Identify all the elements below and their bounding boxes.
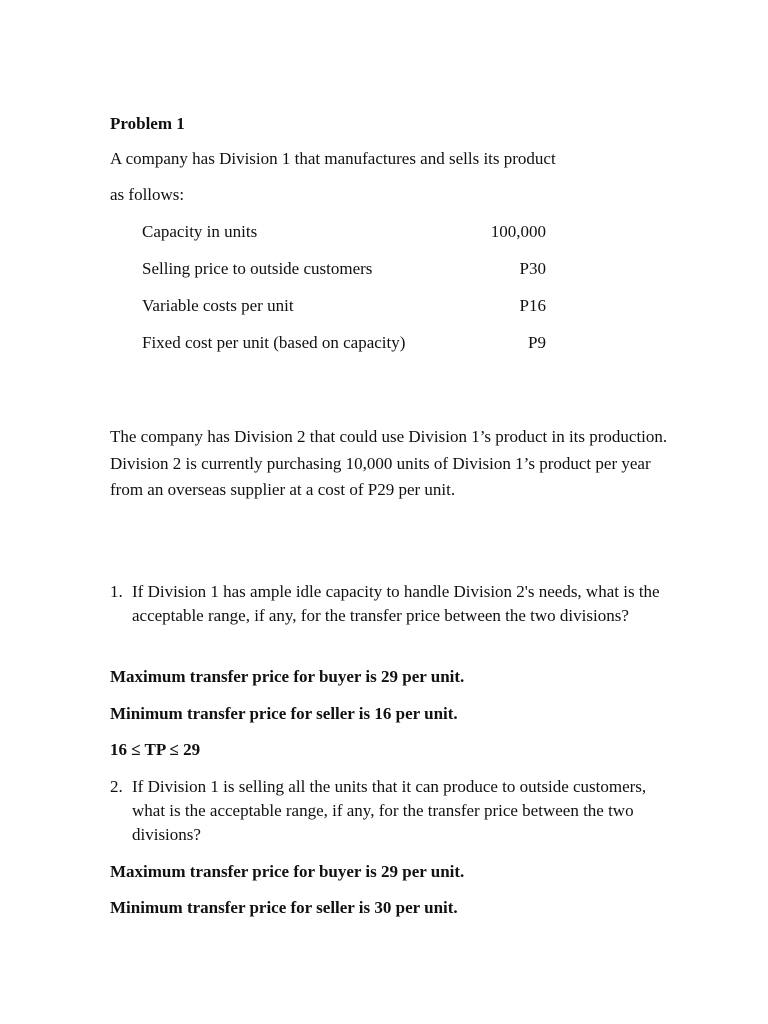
question-text: If Division 1 has ample idle capacity to handle Division 2's needs, what is the acceptable range, if any, for the transfer price between the two divisions?	[132, 582, 660, 625]
intro-line-2: as follows:	[110, 185, 185, 204]
table-row-value: 100,000	[490, 222, 546, 241]
answer-min-transfer-price: Minimum transfer price for seller is 30 per unit.	[110, 898, 458, 917]
question-text: If Division 1 is selling all the units that it can produce to outside customers, what is the acceptable range, if any, for the transfer price between the two divisions?	[132, 777, 647, 844]
table-row-label: Variable costs per unit	[142, 296, 294, 315]
problem-title: Problem 1	[110, 114, 185, 133]
question-number: 1.	[110, 582, 123, 601]
table-row-label: Capacity in units	[142, 222, 258, 241]
table-row-value: P16	[519, 296, 546, 315]
answer-min-transfer-price: Minimum transfer price for seller is 16 per unit.	[110, 704, 458, 723]
answer-range: 16 ≤ TP ≤ 29	[110, 740, 201, 759]
table-row-label: Selling price to outside customers	[142, 259, 373, 278]
table-row-value: P30	[519, 259, 546, 278]
answer-max-transfer-price: Maximum transfer price for buyer is 29 per unit.	[110, 667, 465, 686]
intro-line-1: A company has Division 1 that manufactures and sells its product	[110, 149, 556, 168]
answer-max-transfer-price: Maximum transfer price for buyer is 29 per unit.	[110, 862, 465, 881]
table-row-value: P9	[528, 333, 546, 352]
question-number: 2.	[110, 777, 123, 796]
table-row-label: Fixed cost per unit (based on capacity)	[142, 333, 406, 352]
division2-paragraph: The company has Division 2 that could use Division 1’s product in its production. Division 2 is currently purchasing 10,000 units of Division 1’s product per year from an overseas supplier at a cost of P29 per unit.	[110, 427, 668, 499]
